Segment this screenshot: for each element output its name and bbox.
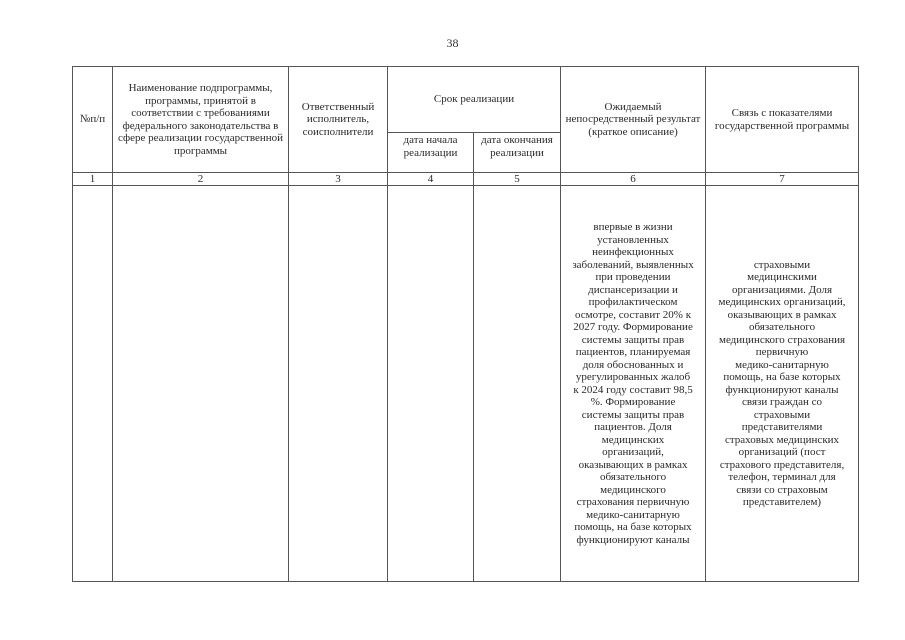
cell-start-date [388, 186, 474, 582]
header-expected-result: Ожидаемый непосредственный результат (краткое описание) [561, 67, 706, 173]
header-row-1 [73, 67, 859, 133]
program-table [72, 66, 859, 582]
header-start-date: дата начала реализации [388, 133, 474, 173]
column-number: 4 [388, 173, 474, 186]
column-number: 7 [706, 173, 859, 186]
column-number: 1 [73, 173, 113, 186]
table-row [73, 186, 859, 582]
header-end-date: дата окончания реализации [474, 133, 561, 173]
page-number: 38 [446, 36, 459, 50]
cell-responsible [289, 186, 388, 582]
header-indicators-link: Связь с показателями государственной программы [706, 67, 859, 173]
column-number: 2 [113, 173, 289, 186]
cell-end-date [474, 186, 561, 582]
cell-number [73, 186, 113, 582]
cell-indicators-link: страховыми медицинскими организациями. Доля медицинских организаций, оказывающих в рамках обязательного медицинского страхования первичную медико-санитарную помощь, на базе которых функционируют каналы связи граждан со страховыми представителями страховых медицинских организаций (пост страхового представителя, телефон, терминал для связи со страховым представителем) [706, 186, 859, 582]
column-number: 3 [289, 173, 388, 186]
header-subprogram-name: Наименование подпрограммы, программы, принятой в соответствии с требованиями федерального законодательства в сфере реализации государственной программы [113, 67, 289, 173]
cell-expected-result: впервые в жизни установленных неинфекционных заболеваний, выявленных при проведении диспансеризации и профилактическом осмотре, составит 20% к 2027 году. Формирование системы защиты прав пациентов, планируемая доля обоснованных и урегулированных жалоб к 2024 году составит 98,5 %. Формирование системы защиты прав пациентов. Доля медицинских организаций, оказывающих в рамках обязательного медицинского страхования первичную медико-санитарную помощь, на базе которых функционируют каналы [561, 186, 706, 582]
column-numbers-row [73, 173, 859, 186]
header-responsible: Ответственный исполнитель, соисполнители [289, 67, 388, 173]
header-number: №п/п [73, 67, 113, 173]
header-term: Срок реализации [388, 67, 561, 133]
cell-subprogram-name [113, 186, 289, 582]
column-number: 5 [474, 173, 561, 186]
column-number: 6 [561, 173, 706, 186]
